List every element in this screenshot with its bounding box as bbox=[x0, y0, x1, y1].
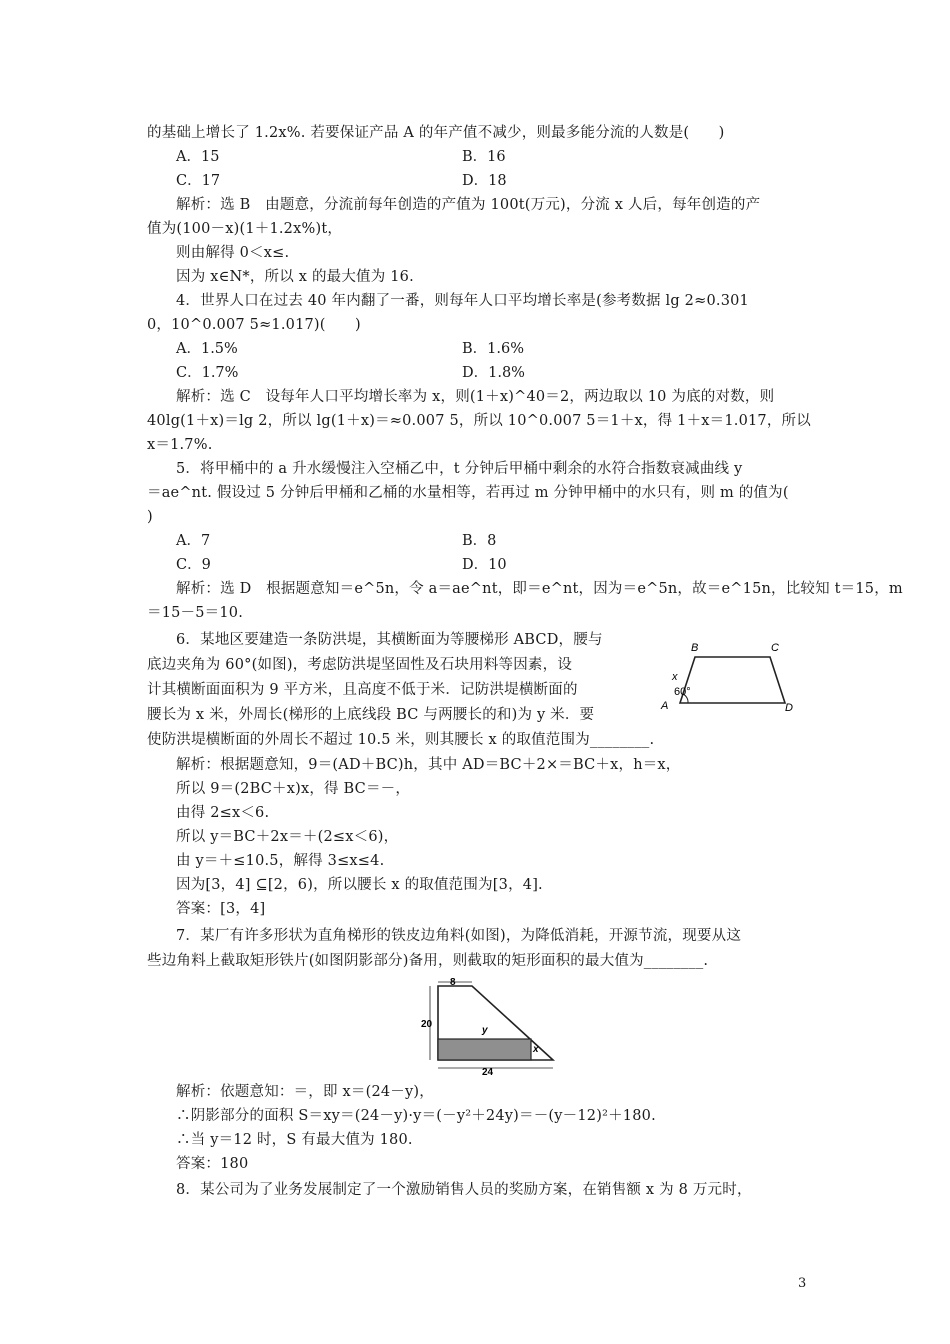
option-c: C．17 bbox=[176, 173, 221, 189]
option-d: D．1.8% bbox=[462, 365, 525, 381]
text-line: ∴当 y＝12 时，S 有最大值为 180. bbox=[176, 1132, 413, 1148]
text-line: ＝15－5＝10. bbox=[147, 605, 244, 621]
question-8: 8．某公司为了业务发展制定了一个激励销售人员的奖励方案，在销售额 x 为 8 万元时， bbox=[176, 1182, 752, 1198]
text-line: 使防洪堤横断面的外周长不超过 10.5 米，则其腰长 x 的取值范围为________. bbox=[147, 732, 655, 748]
text-line: 0，10^0.007 5≈1.017)( ) bbox=[147, 317, 361, 333]
text-line: 的基础上增长了 1.2x%. 若要保证产品 A 的年产值不减少，则最多能分流的人数是( ) bbox=[147, 125, 725, 141]
option-b: B．1.6% bbox=[462, 341, 524, 357]
text-line: ＝ae^nt. 假设过 5 分钟后甲桶和乙桶的水量相等，若再过 m 分钟甲桶中的水只有，则 m 的值为( bbox=[147, 485, 789, 501]
label-24: 24 bbox=[482, 1067, 494, 1076]
text-line: 些边角料上截取矩形铁片(如图阴影部分)备用，则截取的矩形面积的最大值为________. bbox=[147, 953, 709, 969]
answer-6: 答案：[3，4] bbox=[176, 901, 266, 917]
text-line: 解析：根据题意知，9＝(AD＋BC)h，其中 AD＝BC＋2×＝BC＋x，h＝x， bbox=[176, 757, 681, 773]
text-line: 所以 9＝(2BC＋x)x，得 BC＝－， bbox=[176, 781, 411, 797]
trapezoid-outline bbox=[680, 657, 785, 703]
text-line: 所以 y＝BC＋2x＝＋(2≤x＜6)， bbox=[176, 829, 399, 845]
question-6: 6．某地区要建造一条防洪堤，其横断面为等腰梯形 ABCD，腰与 bbox=[176, 632, 603, 648]
label-c: C bbox=[771, 642, 779, 654]
text-line: 解析：选 C 设每年人口平均增长率为 x，则(1＋x)^40＝2，两边取以 10 为底的对数，则 bbox=[176, 389, 775, 405]
question-7: 7．某厂有许多形状为直角梯形的铁皮边角料(如图)，为降低消耗，开源节流，现要从这 bbox=[176, 928, 742, 944]
text-line: 解析：选 D 根据题意知＝e^5n，令 a＝ae^nt，即＝e^nt，因为＝e^5n，故＝e^15n，比较知 t＝15，m bbox=[176, 581, 903, 597]
text-line: 因为 x∈N*，所以 x 的最大值为 16. bbox=[176, 269, 414, 285]
text-line: ∴阴影部分的面积 S＝xy＝(24－y)·y＝(－y²＋24y)＝－(y－12)²＋180. bbox=[176, 1108, 656, 1124]
label-8: 8 bbox=[450, 978, 456, 988]
text-line: 由 y＝＋≤10.5，解得 3≤x≤4. bbox=[176, 853, 385, 869]
shaded-rectangle bbox=[438, 1039, 531, 1060]
option-c: C．9 bbox=[176, 557, 211, 573]
question-5: 5．将甲桶中的 a 升水缓慢注入空桶乙中，t 分钟后甲桶中剩余的水符合指数衰减曲线 y bbox=[176, 461, 743, 477]
option-c: C．1.7% bbox=[176, 365, 239, 381]
text-line: 则由解得 0＜x≤. bbox=[176, 245, 290, 261]
question-4: 4．世界人口在过去 40 年内翻了一番，则每年人口平均增长率是(参考数据 lg 2≈0.301 bbox=[176, 293, 749, 309]
label-angle: 60° bbox=[674, 686, 691, 698]
text-line: 因为[3，4] ⊆[2，6)，所以腰长 x 的取值范围为[3，4]. bbox=[176, 877, 543, 893]
text-line: 底边夹角为 60°(如图)，考虑防洪堤坚固性及石块用料等因素，设 bbox=[147, 657, 573, 673]
label-x: x bbox=[672, 671, 678, 683]
option-a: A．15 bbox=[176, 149, 220, 165]
label-b: B bbox=[691, 642, 699, 654]
label-d: D bbox=[785, 702, 793, 714]
text-line: 由得 2≤x＜6. bbox=[176, 805, 270, 821]
text-line: 40lg(1＋x)＝lg 2，所以 lg(1＋x)＝≈0.007 5，所以 10^0.007 5＝1＋x，得 1＋x＝1.017，所以 bbox=[147, 413, 811, 429]
option-b: B．8 bbox=[462, 533, 497, 549]
right-trapezoid-figure bbox=[420, 978, 560, 1076]
text-line: 值为(100－x)(1＋1.2x%)t， bbox=[147, 221, 343, 237]
option-d: D．10 bbox=[462, 557, 507, 573]
text-line: x＝1.7%. bbox=[147, 437, 213, 453]
option-d: D．18 bbox=[462, 173, 507, 189]
option-a: A．1.5% bbox=[176, 341, 238, 357]
text-line: 腰长为 x 米，外周长(梯形的上底线段 BC 与两腰长的和)为 y 米．要 bbox=[147, 707, 595, 723]
trapezoid-figure bbox=[655, 640, 795, 715]
text-line: 计其横断面面积为 9 平方米，且高度不低于米．记防洪堤横断面的 bbox=[147, 682, 578, 698]
answer-7: 答案：180 bbox=[176, 1156, 249, 1172]
label-x: x bbox=[533, 1044, 539, 1055]
text-line: ) bbox=[147, 509, 153, 525]
text-line: 解析：依题意知：＝，即 x＝(24－y)， bbox=[176, 1084, 434, 1100]
label-a: A bbox=[661, 700, 669, 712]
page-number: 3 bbox=[798, 1276, 807, 1291]
option-a: A．7 bbox=[176, 533, 211, 549]
option-b: B．16 bbox=[462, 149, 506, 165]
text-line: 解析：选 B 由题意，分流前每年创造的产值为 100t(万元)，分流 x 人后，每年创造的产 bbox=[176, 197, 761, 213]
label-y: y bbox=[482, 1025, 488, 1036]
label-20: 20 bbox=[421, 1019, 433, 1030]
